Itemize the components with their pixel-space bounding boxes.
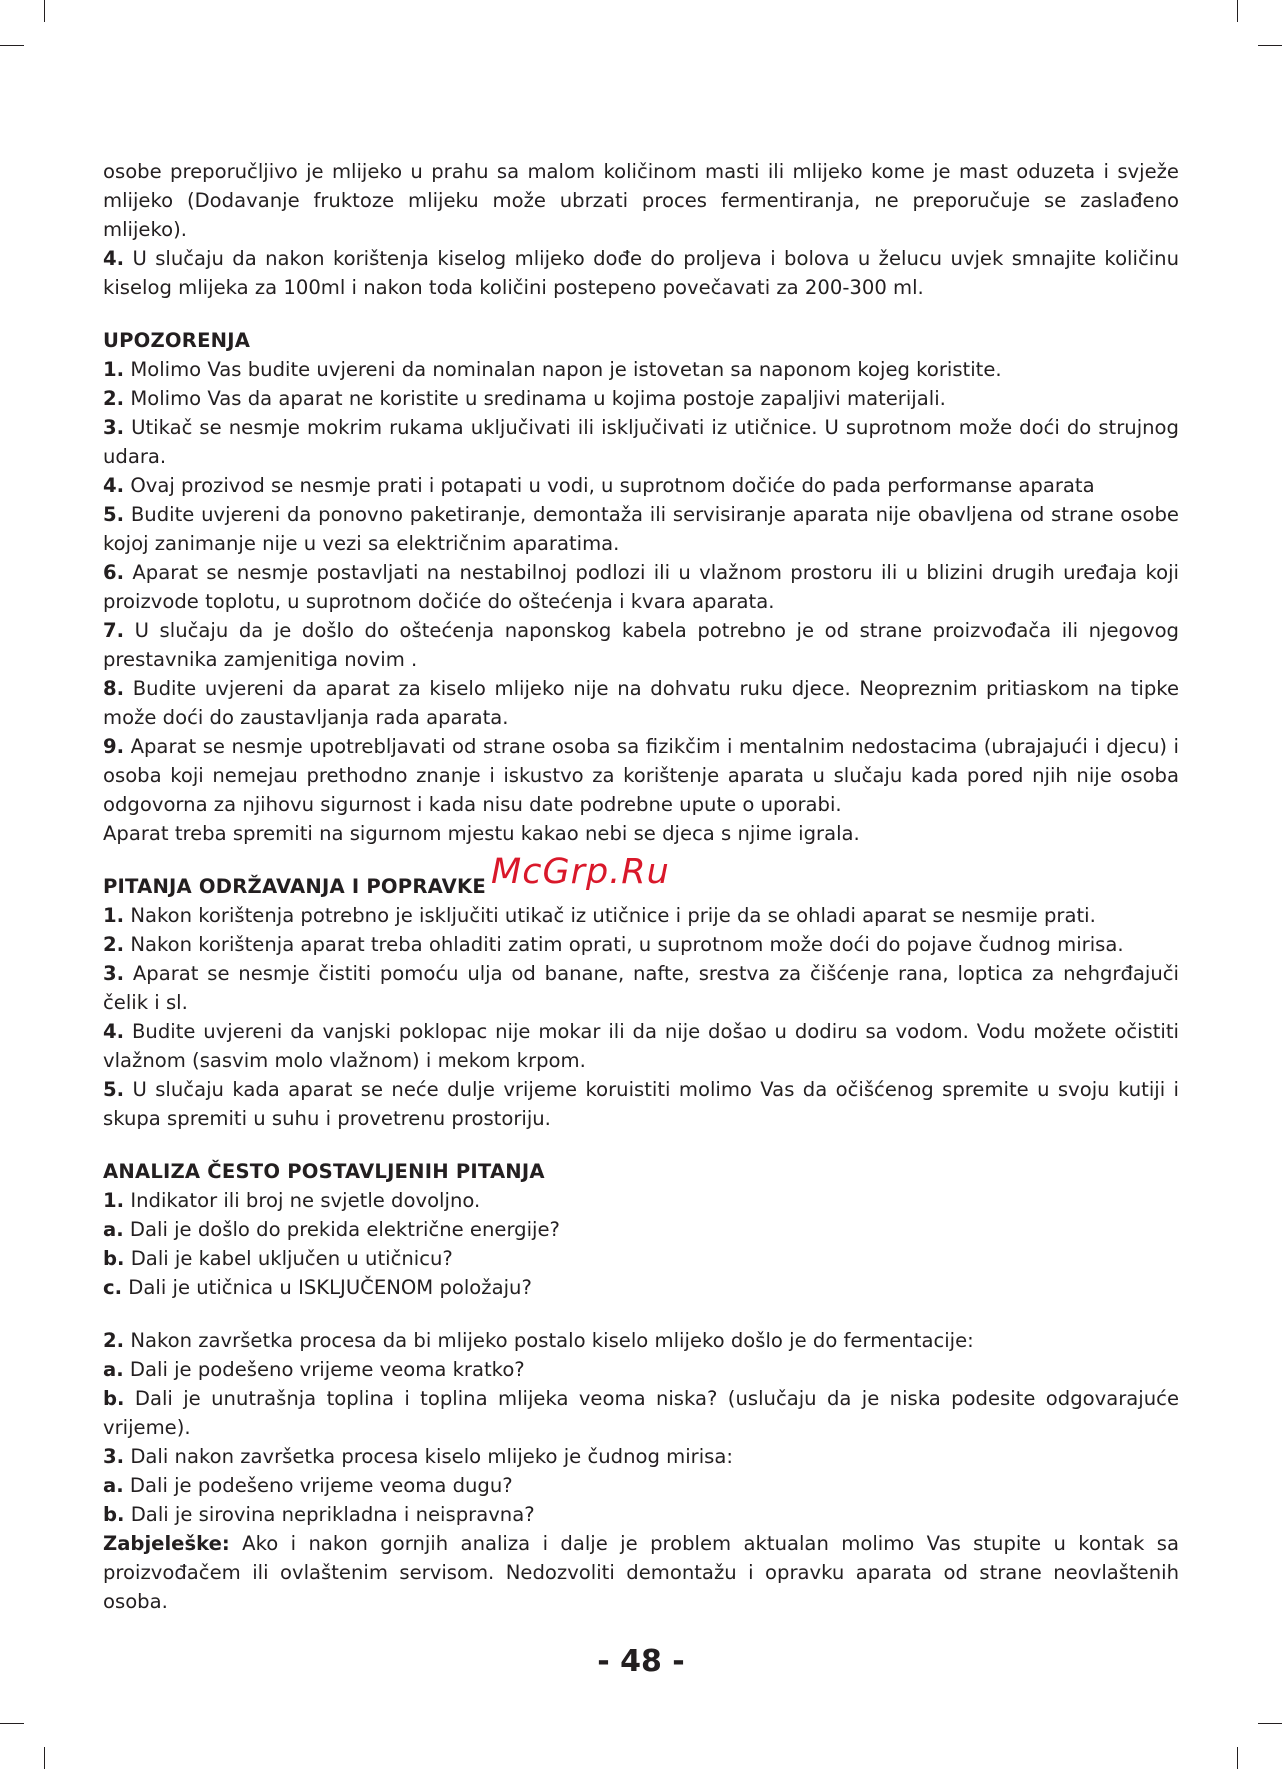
item-number: 4. xyxy=(103,247,125,270)
item-text: U slučaju da je došlo do oštećenja naponskog kabela potrebno je od strane proizvođača ili njegovog prestavnika zamjenitiga novim . xyxy=(103,619,1179,671)
item-text: Dali je utičnica u ISKLJUČENOM položaju? xyxy=(128,1276,532,1299)
maintenance-item xyxy=(103,901,1179,930)
item-number: 9. xyxy=(103,735,125,758)
item-number: 5. xyxy=(103,503,125,526)
item-number: b. xyxy=(103,1503,125,1526)
item-text: Ovaj prozivod se nesmje prati i potapati u vodi, u suprotnom dočiće do pada performanse aparata xyxy=(130,474,1095,497)
item-number: 7. xyxy=(103,619,125,642)
faq-item xyxy=(103,1326,1179,1355)
intro-paragraph: osobe preporučljivo je mlijeko u prahu sa malom količinom masti ili mlijeko kome je mast oduzeta i svježe mlijeko (Dodavanje fruktoze mlijeku može ubrzati proces fermentiranja, ne preporučuje se zaslađeno mlijeko). xyxy=(103,160,1179,241)
warning-item xyxy=(103,616,1179,674)
crop-mark xyxy=(1258,45,1282,46)
item-number: 6. xyxy=(103,561,125,584)
item-number: c. xyxy=(103,1276,123,1299)
crop-mark xyxy=(44,0,45,22)
watermark: McGrp.Ru xyxy=(491,852,670,892)
item-number: 8. xyxy=(103,677,125,700)
faq-item xyxy=(103,1442,1179,1471)
warning-item xyxy=(103,355,1179,384)
item-number: 2. xyxy=(103,1329,125,1352)
faq-item xyxy=(103,1500,1179,1529)
item-number: 1. xyxy=(103,1189,125,1212)
page-number: - 48 - xyxy=(597,1644,685,1679)
item-number: 3. xyxy=(103,962,125,985)
item-text: Aparat se nesmje čistiti pomoću ulja od banane, nafte, srestva za čišćenje rana, loptica za nehgrđajuči čelik i sl. xyxy=(103,962,1179,1014)
item-text: Utikač se nesmje mokrim rukama uključivati ili isključivati iz utičnice. U suprotnom može doći do strujnog udara. xyxy=(103,416,1179,468)
crop-mark xyxy=(44,1747,45,1769)
faq-item xyxy=(103,1471,1179,1500)
faq-group-1 xyxy=(103,1186,1179,1302)
item-text: Aparat se nesmje upotrebljavati od strane osoba sa fizikčim i mentalnim nedostacima (ubrajajući i djecu) i osoba koji nemejau prethodno znanje i iskustvo za korištenje aparata u slučaju kada pored njih nije osoba odgovorna za njihovu sigurnost i kada nisu date podrebne upute o uporabi. xyxy=(103,735,1179,816)
maintenance-heading: PITANJA ODRŽAVANJA I POPRAVKE xyxy=(103,875,486,898)
item-number: 2. xyxy=(103,387,125,410)
crop-mark xyxy=(0,1723,24,1724)
item-number: 3. xyxy=(103,416,125,439)
faq-item xyxy=(103,1186,1179,1215)
warning-item xyxy=(103,500,1179,558)
item-text: Budite uvjereni da aparat za kiselo mlijeko nije na dohvatu ruku djece. Neopreznim pritiaskom na tipke može doći do zaustavljanja rada aparata. xyxy=(103,677,1179,729)
item-number: 1. xyxy=(103,904,125,927)
item-text: Molimo Vas da aparat ne koristite u sredinama u kojima postoje zapaljivi materijali. xyxy=(130,387,946,410)
item-number: a. xyxy=(103,1358,124,1381)
maintenance-item xyxy=(103,959,1179,1017)
faq-item xyxy=(103,1215,1179,1244)
item-text: Dali je kabel uključen u utičnicu? xyxy=(130,1247,453,1270)
item-number: a. xyxy=(103,1474,124,1497)
item-text: Dali je podešeno vrijeme veoma kratko? xyxy=(129,1358,525,1381)
warning-closing: Aparat treba spremiti na sigurnom mjestu kakao nebi se djeca s njime igrala. xyxy=(103,822,860,845)
item-number: 4. xyxy=(103,1020,125,1043)
warning-item xyxy=(103,558,1179,616)
maintenance-item xyxy=(103,1075,1179,1133)
item-number: 3. xyxy=(103,1445,125,1468)
maintenance-item xyxy=(103,930,1179,959)
faq-note xyxy=(103,1529,1179,1616)
item-number: 2. xyxy=(103,933,125,956)
item-text: Nakon korištenja potrebno je isključiti utikač iz utičnice i prije da se ohladi aparat se nesmije prati. xyxy=(130,904,1096,927)
maintenance-item xyxy=(103,1017,1179,1075)
item-text: Dali je podešeno vrijeme veoma dugu? xyxy=(129,1474,513,1497)
page-content xyxy=(103,157,1179,1616)
warning-item xyxy=(103,413,1179,471)
maintenance-heading-row xyxy=(103,852,1179,901)
crop-mark xyxy=(1237,0,1238,22)
faq-group-2 xyxy=(103,1326,1179,1616)
item-number: 4. xyxy=(103,474,125,497)
note-label: Zabjeleške: xyxy=(103,1532,230,1555)
faq-item xyxy=(103,1384,1179,1442)
item-text: Dali je unutrašnja toplina i toplina mlijeka veoma niska? (uslučaju da je niska podesite odgovarajuće vrijeme). xyxy=(103,1387,1180,1439)
item-text: U slučaju kada aparat se neće dulje vrijeme koruistiti molimo Vas da očišćenog spremite u svoju kutiji i skupa spremiti u suhu i provetrenu prostoriju. xyxy=(103,1078,1179,1130)
faq-heading: ANALIZA ČESTO POSTAVLJENIH PITANJA xyxy=(103,1160,545,1183)
crop-mark xyxy=(1258,1723,1282,1724)
warning-item xyxy=(103,384,1179,413)
note-text: Ako i nakon gornjih analiza i dalje je problem aktualan molimo Vas stupite u kontak sa proizvođačem ili ovlaštenim servisom. Nedozvoliti demontažu i opravku aparata od strane neovlaštenih osoba. xyxy=(103,1532,1179,1613)
warnings-list xyxy=(103,355,1179,848)
item-text: Nakon korištenja aparat treba ohladiti zatim oprati, u suprotnom može doći do pojave čudnog mirisa. xyxy=(130,933,1124,956)
faq-item xyxy=(103,1244,1179,1273)
item-text: Molimo Vas budite uvjereni da nominalan napon je istovetan sa naponom kojeg koristite. xyxy=(130,358,1002,381)
faq-item xyxy=(103,1273,1179,1302)
item-text: Nakon završetka procesa da bi mlijeko postalo kiselo mlijeko došlo je do fermentacije: xyxy=(130,1329,974,1352)
item-text: Dali je sirovina neprikladna i neispravna? xyxy=(130,1503,535,1526)
item-number: 5. xyxy=(103,1078,125,1101)
item-text: Aparat se nesmje postavljati na nestabilnoj podlozi ili u vlažnom prostoru ili u blizini drugih uređaja koji proizvode toplotu, u suprotnom dočiće do oštećenja i kvara aparata. xyxy=(103,561,1179,613)
item-text: Dali je došlo do prekida električne energije? xyxy=(129,1218,560,1241)
item-number: a. xyxy=(103,1218,124,1241)
warning-item xyxy=(103,674,1179,732)
faq-item xyxy=(103,1355,1179,1384)
item-number: b. xyxy=(103,1247,125,1270)
item-text: Dali nakon završetka procesa kiselo mlijeko je čudnog mirisa: xyxy=(130,1445,734,1468)
intro-item-4 xyxy=(103,244,1179,302)
warning-item xyxy=(103,471,1179,500)
item-text: Budite uvjereni da vanjski poklopac nije mokar ili da nije došao u dodiru sa vodom. Vodu možete očistiti vlažnom (sasvim molo vlažnom) i mekom krpom. xyxy=(103,1020,1179,1072)
item-text: U slučaju da nakon korištenja kiselog mlijeko dođe do proljeva i bolova u želucu uvjek smnajite količinu kiselog mlijeka za 100ml i nakon toda količini postepeno povečavati za 200-300 ml. xyxy=(103,247,1179,299)
crop-mark xyxy=(1237,1747,1238,1769)
item-number: b. xyxy=(103,1387,125,1410)
maintenance-list xyxy=(103,901,1179,1133)
item-text: Budite uvjereni da ponovno paketiranje, demontaža ili servisiranje aparata nije obavljena od strane osobe kojoj zanimanje nije u vezi sa električnim aparatima. xyxy=(103,503,1179,555)
item-number: 1. xyxy=(103,358,125,381)
item-text: Indikator ili broj ne svjetle dovoljno. xyxy=(130,1189,481,1212)
warning-item xyxy=(103,732,1179,819)
warnings-heading: UPOZORENJA xyxy=(103,329,251,352)
crop-mark xyxy=(0,45,24,46)
